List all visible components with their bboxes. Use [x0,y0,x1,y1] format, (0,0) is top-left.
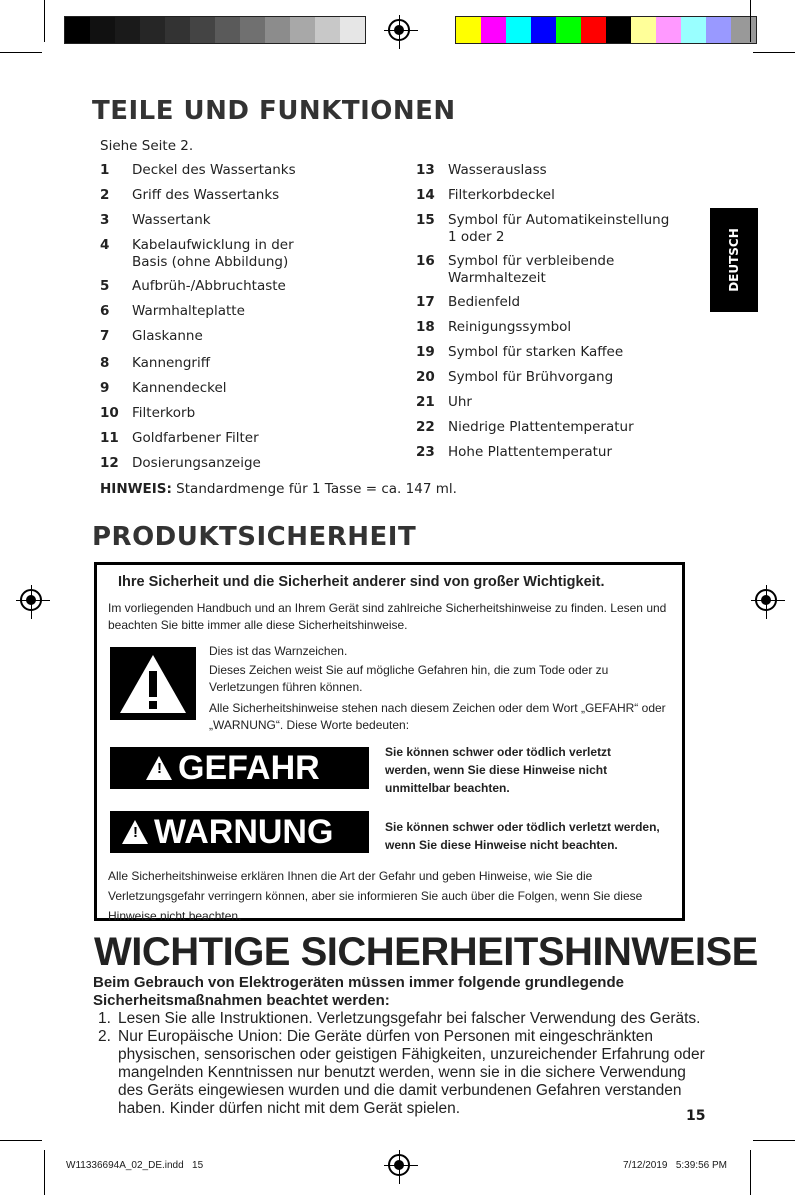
list-item: 14 Filterkorbdeckel [416,187,555,203]
warning-symbol-icon [110,647,196,720]
safety-box [94,562,685,921]
note [100,481,457,497]
crop-mark [0,52,42,53]
color-swatch [706,17,731,43]
crop-mark [750,1150,751,1195]
color-swatch [681,17,706,43]
color-swatch [631,17,656,43]
list-item: 13 Wasserauslass [416,162,547,178]
gray-swatch [315,17,340,43]
list-item: 15 Symbol für Automatikeinstellung 1 oder 2 [416,212,670,245]
slug-filename: W11336694A_02_DE.indd 15 [66,1160,204,1171]
color-calibration-bar [455,16,757,44]
note-label: HINWEIS: [100,481,172,497]
parts-section-title: TEILE UND FUNKTIONEN [92,96,456,126]
color-swatch [556,17,581,43]
list-item: 7 Glaskanne [100,328,203,344]
list-item: 9 Kannendeckel [100,380,227,396]
registration-mark-icon [388,19,410,41]
language-tab [710,208,758,312]
list-item: 23 Hohe Plattentemperatur [416,444,613,460]
list-item: 5 Aufbrüh-/Abbruchtaste [100,278,286,294]
safety-intro: Im vorliegenden Handbuch und an Ihrem Gerät sind zahlreiche Sicherheitshinweise zu finden. Lesen und beachten Sie bitte immer alle diese Sicherheitshinweise. [108,601,667,632]
warning-words-explanation: Alle Sicherheitshinweise stehen nach diesem Zeichen oder dem Wort „GEFAHR“ oder „WARNUNG“. Diese Worte bedeuten: [209,701,666,732]
list-item: 8 Kannengriff [100,355,211,371]
gray-swatch [215,17,240,43]
gray-swatch [140,17,165,43]
crop-mark [44,0,45,42]
color-swatch [656,17,681,43]
gray-swatch [90,17,115,43]
list-item: 21 Uhr [416,394,472,410]
list-item: 18 Reinigungssymbol [416,319,572,335]
list-item: 2 Griff des Wassertanks [100,187,280,203]
color-swatch [581,17,606,43]
grayscale-calibration-bar [64,16,366,44]
color-swatch [456,17,481,43]
list-item: 11 Goldfarbener Filter [100,430,259,446]
important-lead: Beim Gebrauch von Elektrogeräten müssen immer folgende grundlegende Sicherheitsmaßnahmen beachtet werden: [93,974,624,1009]
important-safety-title: WICHTIGE SICHERHEITSHINWEISE [94,930,758,974]
note-text: Standardmenge für 1 Tasse = ca. 147 ml. [171,481,457,497]
crop-mark [750,0,751,42]
color-swatch [506,17,531,43]
list-item: 6 Warmhalteplatte [100,303,245,319]
list-item: 17 Bedienfeld [416,294,521,310]
registration-mark-icon [20,589,42,611]
list-item: 12 Dosierungsanzeige [100,455,261,471]
list-item: 4 Kabelaufwicklung in der Basis (ohne Abbildung) [100,237,294,270]
list-item: 3 Wassertank [100,212,211,228]
see-page-reference: Siehe Seite 2. [100,138,194,154]
gray-swatch [115,17,140,43]
crop-mark [753,52,795,53]
danger-sign: ! GEFAHR [110,747,369,789]
registration-mark-icon [755,589,777,611]
warning-triangle-icon: ! [122,820,148,844]
list-item: 1 Deckel des Wassertanks [100,162,296,178]
registration-mark-icon [388,1154,410,1176]
crop-mark [0,1140,42,1141]
gray-swatch [165,17,190,43]
gray-swatch [65,17,90,43]
gray-swatch [240,17,265,43]
list-item: 19 Symbol für starken Kaffee [416,344,624,360]
list-item: 16 Symbol für verbleibende Warmhaltezeit [416,253,615,286]
list-item: 1. Lesen Sie alle Instruktionen. Verletzungsgefahr bei falscher Verwendung des Geräts. [98,1010,701,1027]
list-item: 10 Filterkorb [100,405,196,421]
safety-footer: Alle Sicherheitshinweise erklären Ihnen die Art der Gefahr und geben Hinweise, wie Sie die Verletzungsgefahr verringern können, aber sie informieren Sie auch über die Folgen, wenn Sie diese Hinweise nicht beachten. [108,869,643,923]
gray-swatch [340,17,365,43]
list-item: 2. Nur Europäische Union: Die Geräte dürfen von Personen mit eingeschränkten physischen, sensorischen oder geistigen Fähigkeiten, unzureichender Erfahrung oder mangelnden Kenntnissen nur benutzt werden, wenn sie in die sichere Verwendung des Geräts eingewiesen wurden und die damit verbundenen Gefahren verstanden haben. Kinder dürfen nicht mit dem Gerät spielen. [98,1028,705,1117]
crop-mark [44,1150,45,1195]
warning-sign: ! WARNUNG [110,811,369,853]
color-swatch [606,17,631,43]
slug-timestamp: 7/12/2019 5:39:56 PM [623,1160,727,1171]
color-swatch [531,17,556,43]
warning-symbol-line: Dies ist das Warnzeichen. [209,644,348,658]
list-item: 20 Symbol für Brühvorgang [416,369,614,385]
safety-box-heading: Ihre Sicherheit und die Sicherheit anderer sind von großer Wichtigkeit. [118,574,605,590]
language-tab-label: DEUTSCH [727,228,741,292]
safety-section-title: PRODUKTSICHERHEIT [92,522,417,552]
warning-symbol-description: Dieses Zeichen weist Sie auf mögliche Gefahren hin, die zum Tode oder zu Verletzungen führen können. [209,663,609,694]
gray-swatch [265,17,290,43]
danger-description: Sie können schwer oder tödlich verletzt werden, wenn Sie diese Hinweise nicht unmittelbar beachten. [385,745,612,795]
crop-mark [753,1140,795,1141]
color-swatch [481,17,506,43]
gray-swatch [290,17,315,43]
color-swatch [731,17,756,43]
warning-description: Sie können schwer oder tödlich verletzt werden, wenn Sie diese Hinweise nicht beachten. [385,820,660,852]
gray-swatch [190,17,215,43]
list-item: 22 Niedrige Plattentemperatur [416,419,634,435]
page-number: 15 [686,1108,706,1124]
danger-triangle-icon: ! [146,756,172,780]
